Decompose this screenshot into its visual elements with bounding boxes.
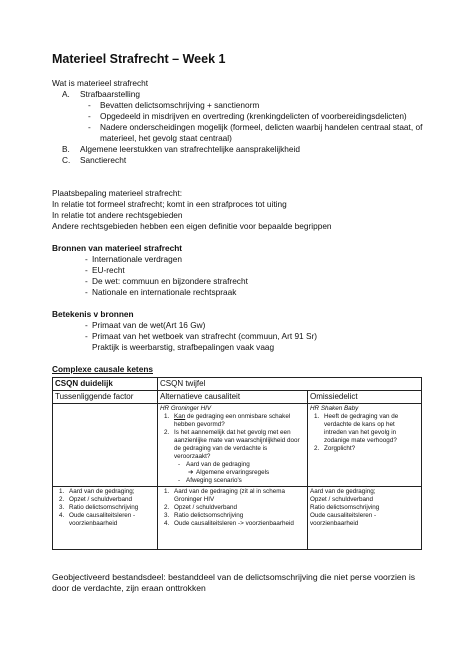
structure-item-b: B. Algemene leerstukken van strafrechtelijke aansprakelijkheid xyxy=(62,144,300,154)
table-cell xyxy=(308,487,422,550)
case-name: HR Shaken Baby xyxy=(310,405,359,412)
structure-a-sublist xyxy=(52,100,432,144)
list-item: 3. Ratio delictsomschrijving xyxy=(59,504,139,511)
list-item: 1. Heeft de gedraging van de verdachte de kans op het intreden van het gevolg in zodanige mate verhoogd? xyxy=(314,413,399,444)
list-item: Opzet / schuldverband xyxy=(310,496,374,503)
list xyxy=(310,488,419,528)
list-item: Ratio delictsomschrijving xyxy=(310,504,380,511)
document-page xyxy=(52,52,432,594)
bronnen-heading: Bronnen van materieel strafrecht xyxy=(52,243,183,253)
structure-list-cont xyxy=(52,144,432,166)
list-item: - Opgedeeld in misdrijven en overtreding (krenkingdelicten of voorbereidingsdelicten) xyxy=(88,111,407,121)
arrow-right-icon: ➔ xyxy=(188,469,194,476)
betekenis-list xyxy=(52,320,432,342)
list-item: 2. Zorgplicht? xyxy=(314,445,356,452)
table-cell xyxy=(158,404,308,487)
list-item: 2. Opzet / schuldverband xyxy=(59,496,133,503)
structure-item-a: A. Strafbaarstelling xyxy=(62,89,140,99)
table-cell xyxy=(53,487,158,550)
plaatsbepaling-line: In relatie tot formeel strafrecht; komt in een strafproces tot uiting xyxy=(52,199,287,209)
list-item: 3. Ratio delictsomschrijving xyxy=(164,512,244,519)
list-item: - Afweging scenario's xyxy=(178,477,242,484)
table-row xyxy=(53,404,422,487)
list-item: Aard van de gedraging; xyxy=(310,488,376,495)
list xyxy=(160,488,305,528)
betekenis-heading: Betekenis v bronnen xyxy=(52,309,134,319)
plaatsbepaling-line: Andere rechtsgebieden hebben een eigen definitie voor bepaalde begrippen xyxy=(52,221,332,231)
list-item: - Primaat van de wet(Art 16 Gw) xyxy=(85,320,206,330)
list-item: 2. Opzet / schuldverband xyxy=(164,504,238,511)
list-item: Oude causaliteitsleren - voorzienbaarheid xyxy=(310,512,377,527)
list-item: 4. Oude causaliteitsleren - voorzienbaarheid xyxy=(59,512,136,527)
list-item: - Aard van de gedraging xyxy=(178,461,250,468)
structure-item-c: C. Sanctierecht xyxy=(62,155,127,165)
list-item: - Nationale en internationale rechtspraak xyxy=(85,287,237,297)
list-item: 1. Aard van de gedraging (zit al in schema Groninger HIV xyxy=(164,488,285,503)
list-item: 1. Aard van de gedraging; xyxy=(59,488,135,495)
list xyxy=(160,413,305,461)
list-item: 4. Oude causaliteitsleren -> voorzienbaarheid xyxy=(164,520,294,527)
closing-paragraph: Geobjectiveerd bestandsdeel: bestanddeel van de delictsomschrijving die niet perse voorzien is door de verdachte, zijn eraan onttrokken xyxy=(52,572,416,593)
list-item: - Internationale verdragen xyxy=(85,254,182,264)
list-item: - De wet: commuun en bijzondere strafrecht xyxy=(85,276,248,286)
table-cell: CSQN twijfel xyxy=(158,378,422,391)
bronnen-list xyxy=(52,254,432,298)
list-item: - EU-recht xyxy=(85,265,125,275)
list-item: - Bevatten delictsomschrijving + sanctienorm xyxy=(88,100,260,110)
structure-list xyxy=(52,89,432,100)
list-item: - Primaat van het wetboek van strafrecht (commuun, Art 91 Sr) xyxy=(85,331,318,341)
list xyxy=(310,413,419,453)
case-name: HR Groninger HIV xyxy=(160,405,212,412)
plaatsbepaling-line: In relatie tot andere rechtsgebieden xyxy=(52,210,183,220)
list-item: 2. Is het aannemelijk dat het gevolg met een aanzienlijke mate van waarschijnlijkheid door de gedraging van de verdachte is veroorzaakt? xyxy=(164,429,300,460)
list-item: - Nadere onderscheidingen mogelijk (formeel, delicten waarbij handelen centraal staat, of materieel, het gevolg staat centraal) xyxy=(88,122,423,143)
table-cell: CSQN duidelijk xyxy=(53,378,158,391)
list-item: 1. Kan de gedraging een onmisbare schakel hebben gevormd? xyxy=(164,413,291,428)
table-row xyxy=(53,391,422,404)
plaatsbepaling-heading: Plaatsbepaling materieel strafrecht: xyxy=(52,188,183,198)
table-cell: Omissiedelict xyxy=(308,391,422,404)
table-cell: Alternatieve causaliteit xyxy=(158,391,308,404)
list xyxy=(55,488,155,528)
document-title: Materieel Strafrecht – Week 1 xyxy=(52,52,226,66)
betekenis-note: Praktijk is weerbarstig, strafbepalingen vaak vaag xyxy=(92,342,275,352)
list-item: ➔ Algemene ervaringsregels xyxy=(188,469,270,476)
table-row xyxy=(53,487,422,550)
table-row xyxy=(53,378,422,391)
table-cell xyxy=(158,487,308,550)
table-cell xyxy=(308,404,422,487)
table-cell: Tussenliggende factor xyxy=(53,391,158,404)
table-cell xyxy=(53,404,158,487)
causal-heading: Complexe causale ketens xyxy=(52,364,153,374)
intro-line: Wat is materieel strafrecht xyxy=(52,78,149,88)
causal-table xyxy=(52,377,422,550)
